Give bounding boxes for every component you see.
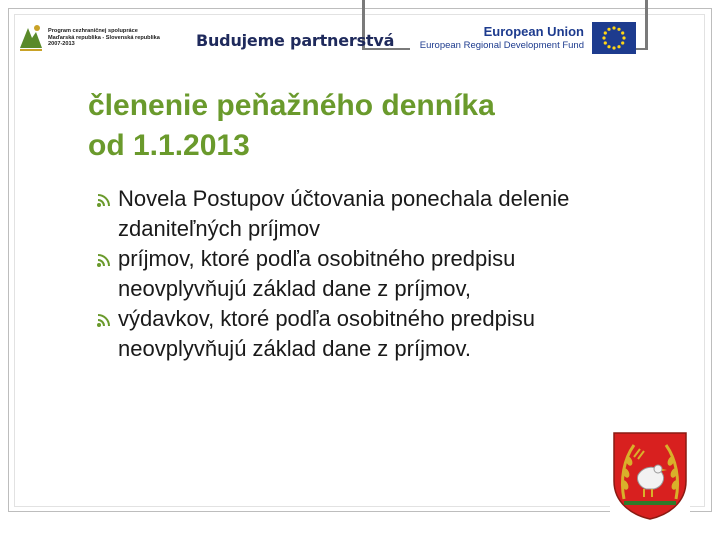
coat-of-arms-icon: [610, 429, 690, 521]
bullet-list: [96, 184, 616, 364]
slide-title-line-2: od 1.1.2013: [88, 129, 250, 162]
bullet-text: príjmov, ktoré podľa osobitného predpisu neovplyvňujú základ dane z príjmov,: [118, 246, 516, 301]
program-logo: [18, 18, 178, 58]
eu-title: European Union: [483, 24, 584, 39]
bullet-item: [96, 184, 616, 244]
bullet-text: Novela Postupov účtovania ponechala delenie zdaniteľných príjmov: [118, 186, 570, 241]
program-logo-line-1: Program cezhraničnej spolupráce: [48, 28, 138, 35]
tagline: Budujeme partnerstvá: [196, 31, 395, 50]
eu-flag-icon: [592, 22, 636, 54]
slide-title: [88, 86, 648, 166]
wifi-signal-icon: [96, 192, 114, 208]
wifi-signal-icon: [96, 312, 114, 328]
eu-logo: [410, 18, 636, 58]
wifi-signal-icon: [96, 252, 114, 268]
program-logo-line-3: 2007-2013: [48, 41, 75, 48]
bullet-item: [96, 244, 616, 304]
program-logo-icon: [18, 22, 44, 54]
bullet-text: výdavkov, ktoré podľa osobitného predpisu neovplyvňujú základ dane z príjmov.: [118, 306, 535, 361]
bullet-item: [96, 304, 616, 364]
program-logo-line-2: Maďarská republika - Slovenská republika: [48, 34, 160, 41]
eu-subtitle: European Regional Development Fund: [419, 40, 584, 51]
slide-title-line-1: členenie peňažného denníka: [88, 89, 495, 122]
